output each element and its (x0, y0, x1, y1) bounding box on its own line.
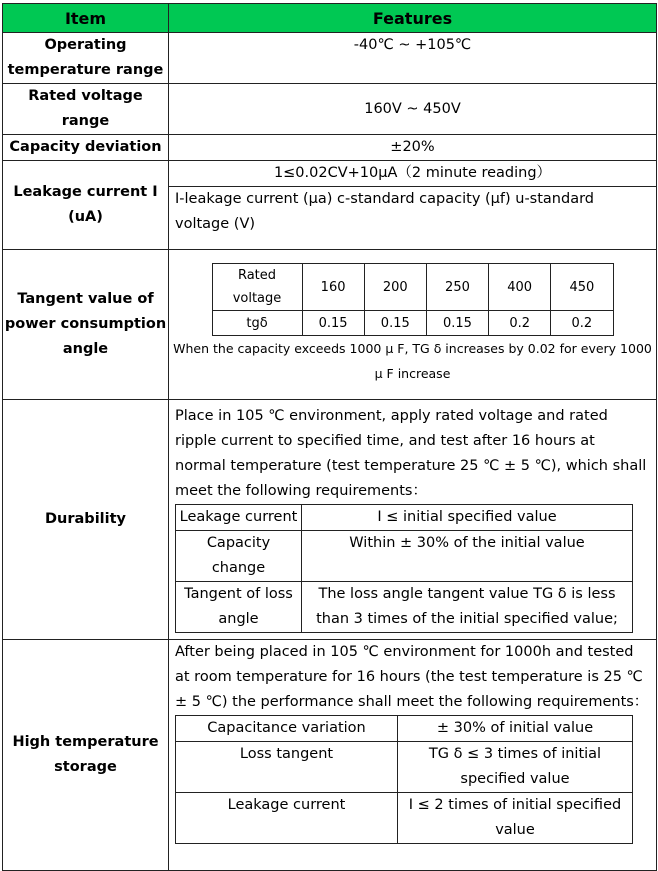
requirement-name: Loss tangent (176, 742, 398, 793)
voltage-cell: 160 (302, 264, 364, 311)
leakage-description: I-leakage current (μa) c-standard capacity (μf) u-standard voltage (V) (175, 191, 594, 232)
requirement-row (176, 793, 633, 844)
high-temperature-storage-label: High temperature storage (3, 640, 169, 871)
requirement-name: Leakage current (176, 505, 302, 531)
requirement-row (176, 531, 633, 582)
voltage-cell: 400 (489, 264, 551, 311)
voltage-cell: 200 (364, 264, 426, 311)
requirement-name: Tangent of loss angle (176, 582, 302, 633)
tangent-note: When the capacity exceeds 1000 μ F, TG δ increases by 0.02 for every 1000 μ F increase (173, 341, 652, 381)
row-capacity-deviation (3, 135, 657, 161)
header-item: Item (3, 4, 169, 33)
tangent-row-label: tgδ (212, 311, 302, 336)
durability-cell (169, 400, 657, 640)
header-features: Features (169, 4, 657, 33)
requirement-value: TG δ ≤ 3 times of initial specified value (398, 742, 633, 793)
row-high-temperature-storage (3, 640, 657, 871)
durability-label: Durability (3, 400, 169, 640)
voltage-cell: 250 (426, 264, 488, 311)
row-leakage-current (3, 161, 657, 250)
row-rated-voltage (3, 84, 657, 135)
tangent-header-label: Rated voltage (212, 264, 302, 311)
high-temperature-requirements-table (175, 715, 633, 844)
tangent-value-label: Tangent value of power consumption angle (3, 250, 169, 400)
durability-intro: Place in 105 ℃ environment, apply rated voltage and rated ripple current to specified time, and test after 16 hours at normal temperature (test temperature 25 ℃ ± 5 ℃), which shall meet the following requirements： (175, 408, 647, 499)
requirement-row (176, 505, 633, 531)
row-operating-temperature (3, 33, 657, 84)
requirement-value: ± 30% of initial value (398, 716, 633, 742)
requirement-value: I ≤ 2 times of initial specified value (398, 793, 633, 844)
requirement-value: The loss angle tangent value TG δ is less than 3 times of the initial specified value; (302, 582, 633, 633)
operating-temperature-value: -40℃ ~ +105℃ (169, 33, 657, 84)
requirement-row (176, 742, 633, 793)
tangent-value-row (212, 311, 613, 336)
durability-requirements-table (175, 504, 633, 633)
high-temperature-intro: After being placed in 105 ℃ environment for 1000h and tested at room temperature for 16 hours (the test temperature is 25 ℃± 5 ℃) the performance shall meet the following requirements： (175, 644, 649, 710)
voltage-cell: 450 (551, 264, 613, 311)
requirement-name: Capacitance variation (176, 716, 398, 742)
requirement-row (176, 716, 633, 742)
rated-voltage-label: Rated voltage range (3, 84, 169, 135)
high-temperature-storage-cell (169, 640, 657, 871)
spec-table (2, 3, 657, 871)
requirement-name: Capacity change (176, 531, 302, 582)
header-row (3, 4, 657, 33)
requirement-name: Leakage current (176, 793, 398, 844)
requirement-value: Within ± 30% of the initial value (302, 531, 633, 582)
capacity-deviation-label: Capacity deviation (3, 135, 169, 161)
row-tangent-value (3, 250, 657, 400)
tangent-table (212, 263, 614, 336)
tg-value-cell: 0.15 (302, 311, 364, 336)
leakage-current-label: Leakage current I (uA) (3, 161, 169, 250)
capacity-deviation-value: ±20% (169, 135, 657, 161)
row-durability (3, 400, 657, 640)
operating-temperature-label: Operating temperature range (3, 33, 169, 84)
tg-value-cell: 0.2 (551, 311, 613, 336)
leakage-current-cell (169, 161, 657, 250)
tg-value-cell: 0.2 (489, 311, 551, 336)
tg-value-cell: 0.15 (426, 311, 488, 336)
requirement-row (176, 582, 633, 633)
leakage-formula: 1≤0.02CV+10μA（2 minute reading） (169, 161, 656, 187)
tangent-value-cell (169, 250, 657, 400)
requirement-value: I ≤ initial specified value (302, 505, 633, 531)
rated-voltage-value: 160V ~ 450V (169, 84, 657, 135)
tg-value-cell: 0.15 (364, 311, 426, 336)
tangent-voltage-row (212, 264, 613, 311)
